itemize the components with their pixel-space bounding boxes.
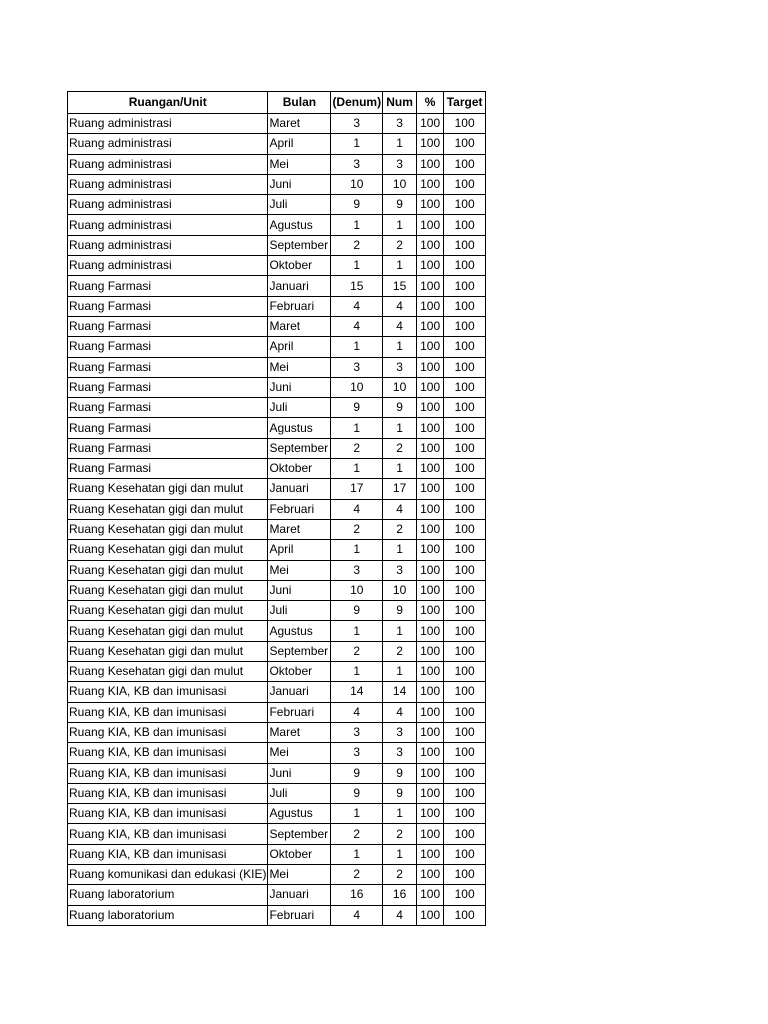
- cell-target: 100: [444, 337, 486, 357]
- cell-denum: 1: [331, 844, 383, 864]
- cell-num: 4: [383, 702, 417, 722]
- cell-bulan: Januari: [268, 479, 331, 499]
- cell-bulan: Mei: [268, 357, 331, 377]
- cell-target: 100: [444, 398, 486, 418]
- table-row: [68, 276, 486, 296]
- cell-bulan: Juni: [268, 174, 331, 194]
- cell-percent: 100: [417, 418, 444, 438]
- cell-denum: 10: [331, 174, 383, 194]
- cell-ruangan-unit: Ruang administrasi: [68, 215, 268, 235]
- cell-target: 100: [444, 296, 486, 316]
- cell-num: 3: [383, 154, 417, 174]
- table-row: [68, 296, 486, 316]
- table-row: [68, 844, 486, 864]
- cell-denum: 3: [331, 722, 383, 742]
- cell-denum: 1: [331, 134, 383, 154]
- cell-bulan: Juli: [268, 195, 331, 215]
- cell-denum: 1: [331, 337, 383, 357]
- cell-bulan: Februari: [268, 499, 331, 519]
- table-row: [68, 418, 486, 438]
- cell-bulan: Februari: [268, 702, 331, 722]
- table-row: [68, 377, 486, 397]
- cell-ruangan-unit: Ruang laboratorium: [68, 885, 268, 905]
- cell-ruangan-unit: Ruang Kesehatan gigi dan mulut: [68, 580, 268, 600]
- cell-percent: 100: [417, 844, 444, 864]
- cell-ruangan-unit: Ruang KIA, KB dan imunisasi: [68, 804, 268, 824]
- table-row: [68, 134, 486, 154]
- header-target: Target: [444, 92, 486, 114]
- cell-ruangan-unit: Ruang Kesehatan gigi dan mulut: [68, 601, 268, 621]
- cell-ruangan-unit: Ruang administrasi: [68, 174, 268, 194]
- cell-ruangan-unit: Ruang administrasi: [68, 114, 268, 134]
- cell-target: 100: [444, 783, 486, 803]
- cell-target: 100: [444, 499, 486, 519]
- cell-ruangan-unit: Ruang Kesehatan gigi dan mulut: [68, 540, 268, 560]
- cell-ruangan-unit: Ruang Farmasi: [68, 276, 268, 296]
- cell-num: 1: [383, 256, 417, 276]
- table-row: [68, 824, 486, 844]
- cell-percent: 100: [417, 398, 444, 418]
- cell-bulan: Februari: [268, 296, 331, 316]
- cell-percent: 100: [417, 864, 444, 884]
- cell-num: 16: [383, 885, 417, 905]
- cell-denum: 2: [331, 641, 383, 661]
- table-row: [68, 641, 486, 661]
- cell-denum: 9: [331, 398, 383, 418]
- cell-num: 15: [383, 276, 417, 296]
- cell-bulan: September: [268, 235, 331, 255]
- cell-num: 2: [383, 824, 417, 844]
- cell-num: 1: [383, 804, 417, 824]
- cell-num: 1: [383, 621, 417, 641]
- cell-percent: 100: [417, 195, 444, 215]
- cell-bulan: Maret: [268, 114, 331, 134]
- cell-target: 100: [444, 682, 486, 702]
- cell-bulan: April: [268, 540, 331, 560]
- table-row: [68, 357, 486, 377]
- table-row: [68, 743, 486, 763]
- cell-num: 3: [383, 114, 417, 134]
- cell-bulan: Mei: [268, 743, 331, 763]
- cell-ruangan-unit: Ruang KIA, KB dan imunisasi: [68, 743, 268, 763]
- cell-bulan: Juni: [268, 377, 331, 397]
- table-row: [68, 722, 486, 742]
- cell-target: 100: [444, 662, 486, 682]
- cell-percent: 100: [417, 601, 444, 621]
- table-row: [68, 864, 486, 884]
- cell-percent: 100: [417, 479, 444, 499]
- cell-percent: 100: [417, 885, 444, 905]
- cell-num: 3: [383, 560, 417, 580]
- cell-num: 2: [383, 438, 417, 458]
- cell-bulan: April: [268, 337, 331, 357]
- table-row: [68, 905, 486, 925]
- cell-ruangan-unit: Ruang administrasi: [68, 235, 268, 255]
- cell-target: 100: [444, 195, 486, 215]
- cell-num: 1: [383, 662, 417, 682]
- cell-ruangan-unit: Ruang administrasi: [68, 195, 268, 215]
- cell-ruangan-unit: Ruang laboratorium: [68, 905, 268, 925]
- table-row: [68, 459, 486, 479]
- cell-target: 100: [444, 235, 486, 255]
- cell-target: 100: [444, 702, 486, 722]
- cell-percent: 100: [417, 804, 444, 824]
- cell-target: 100: [444, 905, 486, 925]
- table-row: [68, 174, 486, 194]
- cell-num: 9: [383, 783, 417, 803]
- cell-denum: 1: [331, 256, 383, 276]
- cell-ruangan-unit: Ruang KIA, KB dan imunisasi: [68, 783, 268, 803]
- cell-bulan: Oktober: [268, 459, 331, 479]
- cell-bulan: Juli: [268, 398, 331, 418]
- cell-denum: 10: [331, 580, 383, 600]
- cell-ruangan-unit: Ruang KIA, KB dan imunisasi: [68, 682, 268, 702]
- cell-ruangan-unit: Ruang Farmasi: [68, 357, 268, 377]
- cell-percent: 100: [417, 702, 444, 722]
- cell-bulan: Oktober: [268, 662, 331, 682]
- cell-ruangan-unit: Ruang Farmasi: [68, 296, 268, 316]
- cell-ruangan-unit: Ruang Kesehatan gigi dan mulut: [68, 621, 268, 641]
- cell-percent: 100: [417, 682, 444, 702]
- cell-target: 100: [444, 621, 486, 641]
- header-row: [68, 92, 486, 114]
- cell-target: 100: [444, 743, 486, 763]
- cell-target: 100: [444, 885, 486, 905]
- cell-num: 2: [383, 519, 417, 539]
- cell-denum: 17: [331, 479, 383, 499]
- cell-num: 4: [383, 316, 417, 336]
- table-row: [68, 580, 486, 600]
- cell-denum: 1: [331, 215, 383, 235]
- cell-target: 100: [444, 824, 486, 844]
- cell-percent: 100: [417, 743, 444, 763]
- cell-target: 100: [444, 601, 486, 621]
- table-row: [68, 885, 486, 905]
- cell-denum: 1: [331, 662, 383, 682]
- cell-target: 100: [444, 276, 486, 296]
- cell-bulan: Maret: [268, 316, 331, 336]
- table-body: [68, 114, 486, 926]
- cell-bulan: September: [268, 438, 331, 458]
- table-row: [68, 662, 486, 682]
- cell-num: 2: [383, 235, 417, 255]
- header-bulan: Bulan: [268, 92, 331, 114]
- cell-denum: 4: [331, 702, 383, 722]
- cell-ruangan-unit: Ruang Farmasi: [68, 377, 268, 397]
- cell-percent: 100: [417, 174, 444, 194]
- cell-ruangan-unit: Ruang administrasi: [68, 256, 268, 276]
- cell-target: 100: [444, 864, 486, 884]
- cell-ruangan-unit: Ruang Kesehatan gigi dan mulut: [68, 479, 268, 499]
- table-row: [68, 682, 486, 702]
- cell-denum: 2: [331, 235, 383, 255]
- table-row: [68, 560, 486, 580]
- cell-target: 100: [444, 560, 486, 580]
- cell-denum: 3: [331, 357, 383, 377]
- cell-num: 3: [383, 722, 417, 742]
- cell-denum: 10: [331, 377, 383, 397]
- cell-ruangan-unit: Ruang Farmasi: [68, 316, 268, 336]
- cell-bulan: Mei: [268, 154, 331, 174]
- cell-ruangan-unit: Ruang administrasi: [68, 134, 268, 154]
- cell-bulan: Agustus: [268, 621, 331, 641]
- cell-bulan: September: [268, 824, 331, 844]
- cell-num: 1: [383, 844, 417, 864]
- cell-num: 1: [383, 459, 417, 479]
- cell-denum: 1: [331, 540, 383, 560]
- cell-bulan: Mei: [268, 560, 331, 580]
- cell-num: 10: [383, 174, 417, 194]
- cell-ruangan-unit: Ruang Kesehatan gigi dan mulut: [68, 499, 268, 519]
- cell-target: 100: [444, 519, 486, 539]
- cell-target: 100: [444, 154, 486, 174]
- cell-percent: 100: [417, 114, 444, 134]
- cell-denum: 1: [331, 621, 383, 641]
- cell-percent: 100: [417, 905, 444, 925]
- cell-percent: 100: [417, 540, 444, 560]
- cell-num: 2: [383, 864, 417, 884]
- cell-denum: 4: [331, 905, 383, 925]
- table-row: [68, 783, 486, 803]
- cell-num: 2: [383, 641, 417, 661]
- cell-denum: 3: [331, 114, 383, 134]
- cell-denum: 16: [331, 885, 383, 905]
- header-percent: %: [417, 92, 444, 114]
- cell-target: 100: [444, 722, 486, 742]
- cell-ruangan-unit: Ruang Farmasi: [68, 418, 268, 438]
- cell-ruangan-unit: Ruang Farmasi: [68, 459, 268, 479]
- cell-num: 10: [383, 580, 417, 600]
- cell-target: 100: [444, 357, 486, 377]
- cell-num: 1: [383, 337, 417, 357]
- cell-percent: 100: [417, 296, 444, 316]
- cell-target: 100: [444, 844, 486, 864]
- cell-denum: 3: [331, 154, 383, 174]
- cell-ruangan-unit: Ruang Kesehatan gigi dan mulut: [68, 641, 268, 661]
- cell-target: 100: [444, 174, 486, 194]
- cell-bulan: Oktober: [268, 844, 331, 864]
- table-row: [68, 235, 486, 255]
- cell-denum: 9: [331, 195, 383, 215]
- cell-target: 100: [444, 316, 486, 336]
- cell-num: 1: [383, 418, 417, 438]
- cell-denum: 4: [331, 296, 383, 316]
- cell-ruangan-unit: Ruang Kesehatan gigi dan mulut: [68, 560, 268, 580]
- cell-percent: 100: [417, 824, 444, 844]
- cell-denum: 1: [331, 804, 383, 824]
- cell-bulan: Agustus: [268, 418, 331, 438]
- cell-denum: 3: [331, 560, 383, 580]
- cell-num: 3: [383, 357, 417, 377]
- cell-percent: 100: [417, 256, 444, 276]
- cell-denum: 2: [331, 519, 383, 539]
- cell-num: 9: [383, 398, 417, 418]
- table-row: [68, 804, 486, 824]
- table-row: [68, 438, 486, 458]
- cell-target: 100: [444, 134, 486, 154]
- cell-ruangan-unit: Ruang KIA, KB dan imunisasi: [68, 763, 268, 783]
- cell-percent: 100: [417, 438, 444, 458]
- cell-ruangan-unit: Ruang komunikasi dan edukasi (KIE): [68, 864, 268, 884]
- cell-percent: 100: [417, 519, 444, 539]
- cell-denum: 3: [331, 743, 383, 763]
- cell-percent: 100: [417, 621, 444, 641]
- table-row: [68, 479, 486, 499]
- cell-num: 17: [383, 479, 417, 499]
- cell-bulan: Februari: [268, 905, 331, 925]
- table-row: [68, 195, 486, 215]
- cell-denum: 9: [331, 601, 383, 621]
- cell-ruangan-unit: Ruang Farmasi: [68, 337, 268, 357]
- cell-target: 100: [444, 804, 486, 824]
- header-ruangan-unit: Ruangan/Unit: [68, 92, 268, 114]
- cell-percent: 100: [417, 276, 444, 296]
- cell-bulan: Juli: [268, 601, 331, 621]
- table-row: [68, 499, 486, 519]
- table-row: [68, 256, 486, 276]
- cell-target: 100: [444, 540, 486, 560]
- cell-ruangan-unit: Ruang administrasi: [68, 154, 268, 174]
- cell-denum: 2: [331, 864, 383, 884]
- cell-bulan: Agustus: [268, 804, 331, 824]
- cell-percent: 100: [417, 154, 444, 174]
- cell-target: 100: [444, 641, 486, 661]
- table-row: [68, 763, 486, 783]
- header-denum: (Denum): [331, 92, 383, 114]
- cell-percent: 100: [417, 641, 444, 661]
- cell-target: 100: [444, 459, 486, 479]
- cell-target: 100: [444, 377, 486, 397]
- cell-percent: 100: [417, 459, 444, 479]
- cell-percent: 100: [417, 357, 444, 377]
- cell-bulan: Maret: [268, 519, 331, 539]
- cell-bulan: Maret: [268, 722, 331, 742]
- cell-bulan: Oktober: [268, 256, 331, 276]
- cell-denum: 4: [331, 316, 383, 336]
- cell-bulan: Agustus: [268, 215, 331, 235]
- cell-percent: 100: [417, 580, 444, 600]
- cell-target: 100: [444, 215, 486, 235]
- cell-num: 14: [383, 682, 417, 702]
- table-row: [68, 702, 486, 722]
- cell-target: 100: [444, 256, 486, 276]
- cell-percent: 100: [417, 337, 444, 357]
- cell-ruangan-unit: Ruang Farmasi: [68, 438, 268, 458]
- table-row: [68, 601, 486, 621]
- cell-target: 100: [444, 418, 486, 438]
- cell-ruangan-unit: Ruang KIA, KB dan imunisasi: [68, 702, 268, 722]
- cell-denum: 1: [331, 459, 383, 479]
- table-row: [68, 398, 486, 418]
- cell-num: 4: [383, 296, 417, 316]
- cell-bulan: April: [268, 134, 331, 154]
- cell-percent: 100: [417, 134, 444, 154]
- table-row: [68, 540, 486, 560]
- cell-ruangan-unit: Ruang Farmasi: [68, 398, 268, 418]
- cell-num: 4: [383, 905, 417, 925]
- cell-bulan: September: [268, 641, 331, 661]
- cell-percent: 100: [417, 499, 444, 519]
- cell-bulan: Juni: [268, 763, 331, 783]
- cell-percent: 100: [417, 235, 444, 255]
- table-row: [68, 316, 486, 336]
- cell-percent: 100: [417, 215, 444, 235]
- table-row: [68, 337, 486, 357]
- cell-percent: 100: [417, 662, 444, 682]
- cell-denum: 2: [331, 438, 383, 458]
- cell-denum: 1: [331, 418, 383, 438]
- cell-ruangan-unit: Ruang KIA, KB dan imunisasi: [68, 824, 268, 844]
- cell-percent: 100: [417, 316, 444, 336]
- cell-denum: 14: [331, 682, 383, 702]
- cell-denum: 2: [331, 824, 383, 844]
- cell-target: 100: [444, 479, 486, 499]
- cell-num: 4: [383, 499, 417, 519]
- cell-percent: 100: [417, 377, 444, 397]
- data-table: [67, 91, 486, 926]
- cell-denum: 9: [331, 783, 383, 803]
- cell-num: 9: [383, 763, 417, 783]
- table-row: [68, 114, 486, 134]
- cell-ruangan-unit: Ruang KIA, KB dan imunisasi: [68, 722, 268, 742]
- cell-num: 1: [383, 215, 417, 235]
- cell-ruangan-unit: Ruang Kesehatan gigi dan mulut: [68, 519, 268, 539]
- cell-bulan: Januari: [268, 682, 331, 702]
- table-row: [68, 215, 486, 235]
- cell-target: 100: [444, 114, 486, 134]
- cell-denum: 15: [331, 276, 383, 296]
- cell-bulan: Juli: [268, 783, 331, 803]
- cell-num: 9: [383, 195, 417, 215]
- cell-num: 1: [383, 540, 417, 560]
- cell-bulan: Januari: [268, 276, 331, 296]
- cell-ruangan-unit: Ruang Kesehatan gigi dan mulut: [68, 662, 268, 682]
- header-num: Num: [383, 92, 417, 114]
- table-row: [68, 154, 486, 174]
- cell-denum: 4: [331, 499, 383, 519]
- cell-percent: 100: [417, 560, 444, 580]
- cell-bulan: Juni: [268, 580, 331, 600]
- cell-target: 100: [444, 438, 486, 458]
- cell-percent: 100: [417, 783, 444, 803]
- cell-target: 100: [444, 580, 486, 600]
- cell-ruangan-unit: Ruang KIA, KB dan imunisasi: [68, 844, 268, 864]
- cell-num: 1: [383, 134, 417, 154]
- cell-bulan: Januari: [268, 885, 331, 905]
- cell-denum: 9: [331, 763, 383, 783]
- cell-bulan: Mei: [268, 864, 331, 884]
- cell-num: 9: [383, 601, 417, 621]
- cell-percent: 100: [417, 722, 444, 742]
- table-row: [68, 621, 486, 641]
- cell-target: 100: [444, 763, 486, 783]
- cell-num: 10: [383, 377, 417, 397]
- cell-num: 3: [383, 743, 417, 763]
- cell-percent: 100: [417, 763, 444, 783]
- table-row: [68, 519, 486, 539]
